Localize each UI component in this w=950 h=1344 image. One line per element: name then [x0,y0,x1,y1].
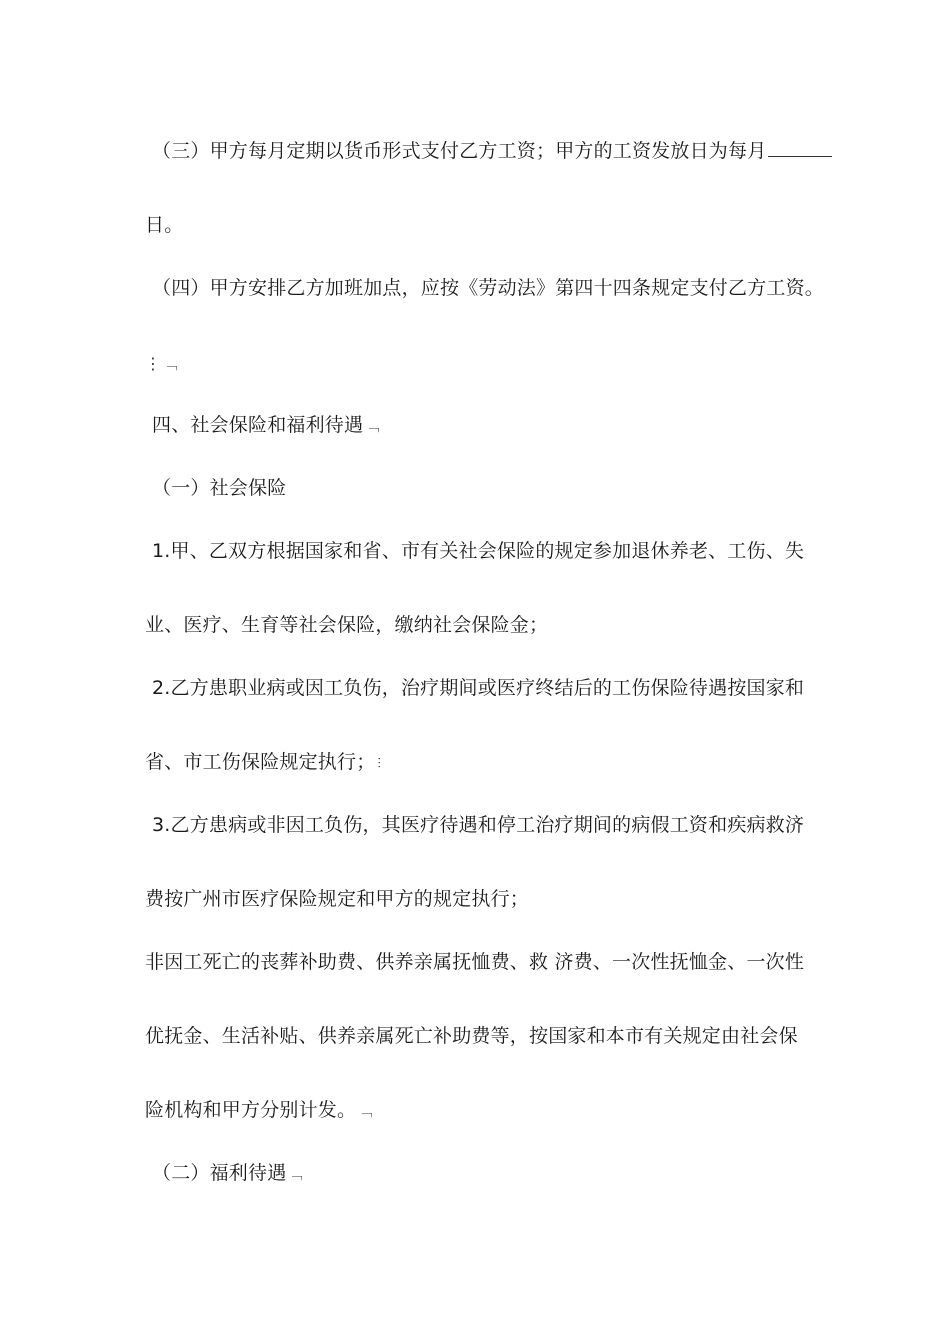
paragraph-mark: ⫶ [377,756,382,772]
paragraph-text: 费按广州市医疗保险规定和甲方的规定执行； [145,888,530,910]
paragraph-item-1-line-1 [152,538,817,564]
paragraph-death-benefits-line-2 [145,1023,810,1049]
paragraph-text: 业、医疗、生育等社会保险，缴纳社会保险金； [145,614,549,636]
paragraph-mark: ﹁ [163,357,178,373]
paragraph-item-3-line-1 [152,812,817,838]
paragraph-text: （三）甲方每月定期以货币形式支付乙方工资；甲方的工资发放日为每月 [152,140,767,162]
section-heading-text: 四、社会保险和福利待遇 [152,414,364,436]
paragraph-text: 险机构和甲方分别计发。 [145,1099,357,1121]
paragraph-salary-day [145,212,810,238]
section-heading-social-insurance [152,412,817,440]
vertical-dots-mark: ⋮ [145,354,162,373]
paragraph-item-2-line-2 [145,749,810,777]
paragraph-text: 非因工死亡的丧葬补助费、供养亲属抚恤费、救 济费、一次性抚恤金、一次性 [145,951,805,973]
paragraph-mark: ﹁ [288,1167,303,1183]
subsection-heading-text: （二）福利待遇 [152,1162,287,1184]
blank-line-field [768,138,832,157]
paragraph-text: 1.甲、乙双方根据国家和省、市有关社会保险的规定参加退休养老、工伤、失 [152,540,805,562]
paragraph-text: （四）甲方安排乙方加班加点，应按《劳动法》第四十四条规定支付乙方工资。 [152,277,825,299]
paragraph-mark: ﹁ [365,419,380,435]
paragraph-text: 2.乙方患职业病或因工负伤，治疗期间或医疗终结后的工伤保险待遇按国家和 [152,677,805,699]
paragraph-item-3-line-2 [145,886,810,912]
subsection-heading-text: （一）社会保险 [152,477,287,499]
paragraph-text: 省、市工伤保险规定执行； [145,751,376,773]
paragraph-salary-payment [152,138,817,164]
paragraph-text: 优抚金、生活补贴、供养亲属死亡补助费等，按国家和本市有关规定由社会保 [145,1025,798,1047]
paragraph-text: 3.乙方患病或非因工负伤，其医疗待遇和停工治疗期间的病假工资和疾病救济 [152,814,805,836]
paragraph-item-2-line-1 [152,675,817,701]
subsection-heading-welfare [152,1160,817,1188]
paragraph-death-benefits-line-3 [145,1097,810,1125]
paragraph-mark-line [145,350,810,378]
paragraph-death-benefits-line-1 [145,949,810,975]
paragraph-text: 日。 [145,214,184,236]
paragraph-item-1-line-2 [145,612,810,638]
paragraph-overtime [152,275,825,301]
subsection-heading-social-insurance [152,475,817,501]
paragraph-mark: ﹁ [358,1104,373,1120]
